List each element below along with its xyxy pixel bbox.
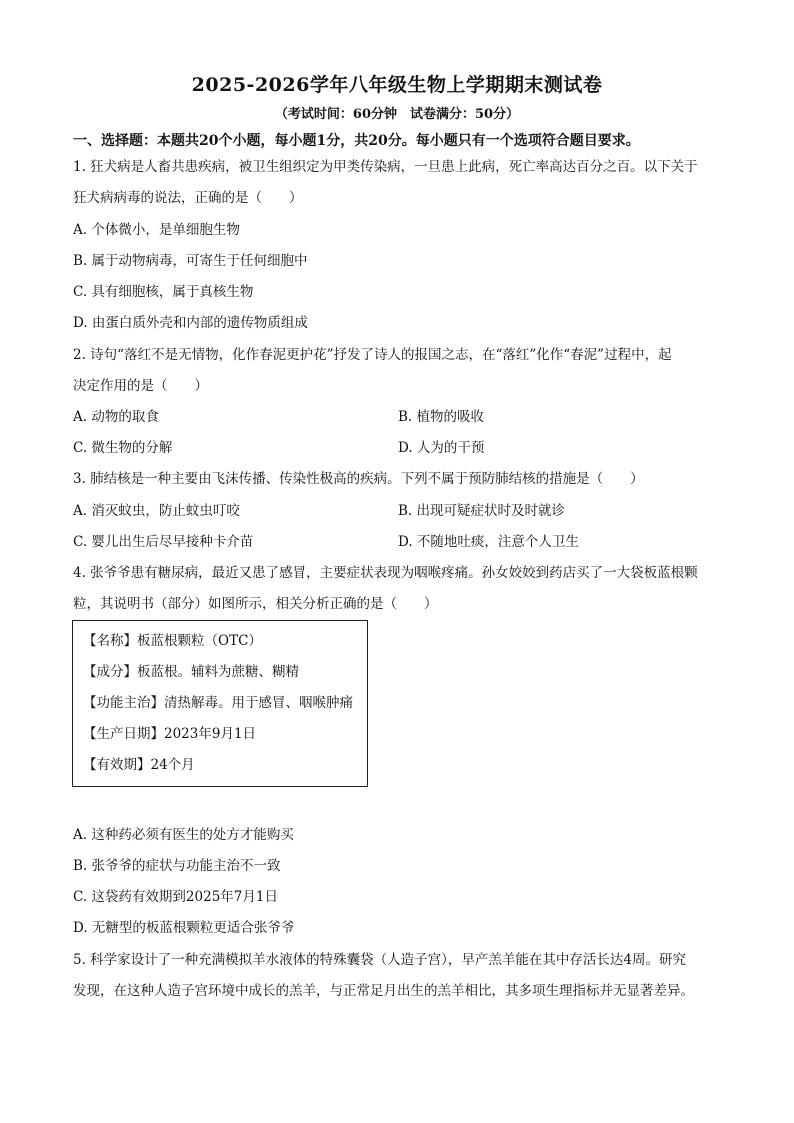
label-name: 【名称】板蓝根颗粒（OTC） xyxy=(83,633,262,649)
exam-info: （考试时间：60分钟 试卷满分：50分） xyxy=(274,107,520,122)
question-1-stem-line-2: 狂犬病病毒的说法，正确的是（ ） xyxy=(73,190,303,206)
question-2-stem-line-2: 决定作用的是（ ） xyxy=(73,378,208,394)
question-2-stem-line-1: 2. 诗句“落红不是无情物，化作春泥更护花”抒发了诗人的报国之志，在“落红”化作“春泥”过程中，起 xyxy=(73,347,672,363)
question-4-option-b: B. 张爷爷的症状与功能主治不一致 xyxy=(73,858,281,874)
question-4-option-c: C. 这袋药有效期到2025年7月1日 xyxy=(73,889,278,905)
question-2-option-d: D. 人为的干预 xyxy=(398,440,485,456)
question-1-option-c: C. 具有细胞核，属于真核生物 xyxy=(73,284,254,300)
question-1-option-a: A. 个体微小，是单细胞生物 xyxy=(73,222,240,238)
section-heading: 一、选择题：本题共20个小题，每小题1分，共20分。每小题只有一个选项符合题目要求。 xyxy=(73,133,640,149)
question-4-stem-line-1: 4. 张爷爷患有糖尿病，最近又患了感冒，主要症状表现为咽喉疼痛。孙女姣姣到药店买了一大袋板蓝根颗 xyxy=(73,565,698,581)
label-ingredients: 【成分】板蓝根。辅料为蔗糖、糊精 xyxy=(83,664,299,680)
question-5-stem-line-1: 5. 科学家设计了一种充满模拟羊水液体的特殊囊袋（人造子宫），早产羔羊能在其中存活长达4周。研究 xyxy=(73,952,687,968)
question-3-option-c: C. 婴儿出生后尽早接种卡介苗 xyxy=(73,534,254,550)
question-1-option-b: B. 属于动物病毒，可寄生于任何细胞中 xyxy=(73,253,308,269)
question-1-option-d: D. 由蛋白质外壳和内部的遗传物质组成 xyxy=(73,315,308,331)
question-5-stem-line-2: 发现，在这种人造子宫环境中成长的羔羊，与正常足月出生的羔羊相比，其多项生理指标并无显著差异。 xyxy=(73,983,694,999)
question-3-option-a: A. 消灭蚊虫，防止蚊虫叮咬 xyxy=(73,503,240,519)
page-title: 2025-2026学年八年级生物上学期期末测试卷 xyxy=(191,74,603,96)
question-2-option-c: C. 微生物的分解 xyxy=(73,440,173,456)
question-1-stem-line-1: 1. 狂犬病是人畜共患疾病，被卫生组织定为甲类传染病，一旦患上此病，死亡率高达百分之百。以下关于 xyxy=(73,159,698,175)
question-3-option-b: B. 出现可疑症状时及时就诊 xyxy=(398,503,566,519)
question-4-stem-line-2: 粒，其说明书（部分）如图所示，相关分析正确的是（ ） xyxy=(73,596,438,612)
label-indications: 【功能主治】清热解毒。用于感冒、咽喉肿痛 xyxy=(83,695,353,711)
question-2-option-b: B. 植物的吸收 xyxy=(398,409,485,425)
question-3-stem: 3. 肺结核是一种主要由飞沫传播、传染性极高的疾病。下列不属于预防肺结核的措施是（ ） xyxy=(73,471,644,487)
label-validity: 【有效期】24个月 xyxy=(83,757,195,773)
question-2-option-a: A. 动物的取食 xyxy=(73,409,159,425)
question-3-option-d: D. 不随地吐痰，注意个人卫生 xyxy=(398,534,579,550)
label-production-date: 【生产日期】2023年9月1日 xyxy=(83,726,257,742)
question-4-option-a: A. 这种药必须有医生的处方才能购买 xyxy=(73,827,294,843)
question-4-option-d: D. 无糖型的板蓝根颗粒更适合张爷爷 xyxy=(73,920,295,936)
medicine-label-box xyxy=(72,620,368,787)
